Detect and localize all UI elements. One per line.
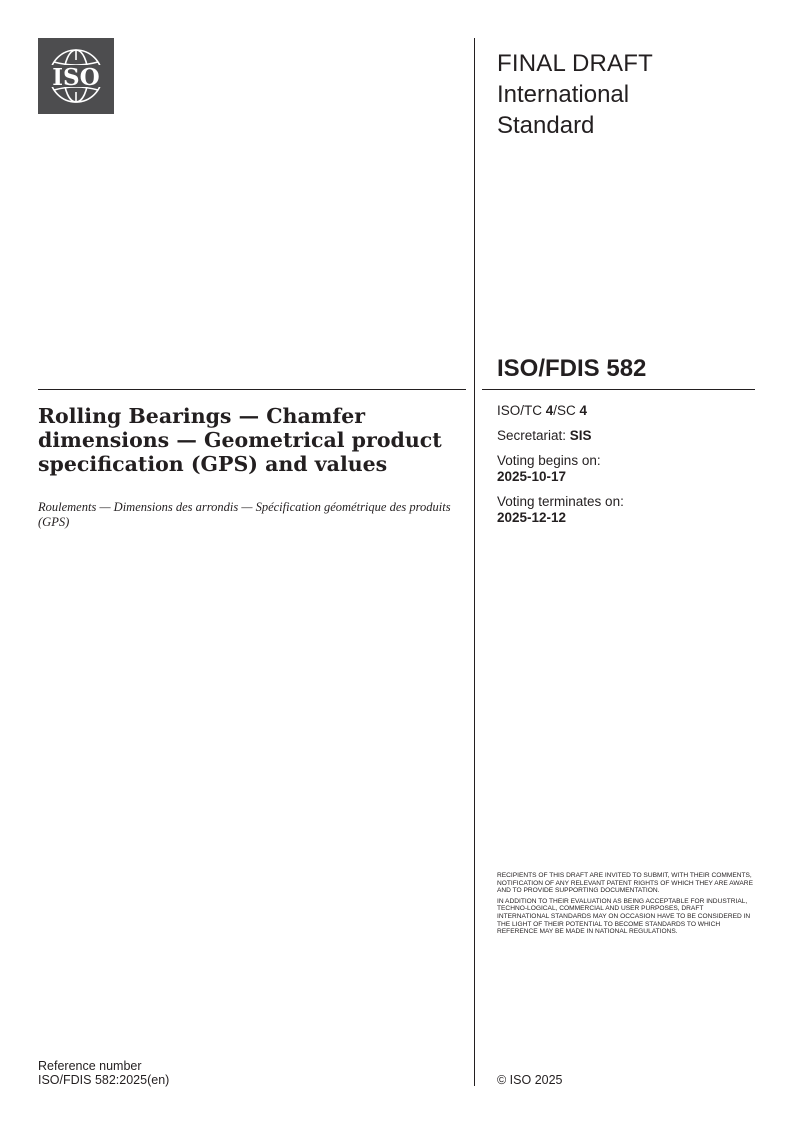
- reference-label: Reference number: [38, 1059, 142, 1073]
- left-rule: [38, 389, 466, 390]
- iso-globe-icon: [38, 38, 114, 114]
- iso-logo: [38, 38, 114, 114]
- voting-begins-date: 2025-10-17: [497, 469, 567, 484]
- reference-number: [38, 1059, 169, 1087]
- notice-paragraph-2: IN ADDITION TO THEIR EVALUATION AS BEING ACCEPTABLE FOR INDUSTRIAL, TECHNO-LOGICAL, COMMERCIAL AND USER PURPOSES, DRAFT INTERNATIONAL STANDARDS MAY ON OCCASION HAVE TO BE CONSIDERED IN THE LIGHT OF THEIR POTENTIAL TO BECOME STANDARDS TO WHICH REFERENCE MAY BE MADE IN NATIONAL REGULATIONS.: [497, 897, 751, 936]
- reference-value: ISO/FDIS 582:2025(en): [38, 1073, 170, 1087]
- document-metadata: [497, 403, 747, 535]
- right-rule: [482, 389, 755, 390]
- voting-begins-label: Voting begins on:: [497, 453, 601, 468]
- voting-terminates: [497, 494, 747, 526]
- stage-line-3: Standard: [497, 112, 595, 139]
- stage-line-1: FINAL DRAFT: [497, 50, 653, 77]
- vertical-divider: [474, 38, 475, 1086]
- copyright: © ISO 2025: [497, 1073, 563, 1087]
- title-english: Rolling Bearings — Chamfer dimensions — Geometrical product specification (GPS) and values: [38, 404, 442, 476]
- document-stage: [497, 48, 747, 141]
- voting-terminates-label: Voting terminates on:: [497, 494, 624, 509]
- committee: ISO/TC 4/SC 4: [497, 403, 588, 418]
- voting-begins: [497, 453, 747, 485]
- title-french: Roulements — Dimensions des arrondis — Spécification géométrique des produits (GPS): [38, 500, 451, 529]
- draft-notice: [497, 872, 757, 939]
- voting-terminates-date: 2025-12-12: [497, 510, 567, 525]
- iso-logo-text: ISO: [52, 64, 100, 91]
- secretariat: Secretariat: SIS: [497, 428, 592, 443]
- stage-line-2: International: [497, 81, 630, 108]
- document-number: ISO/FDIS 582: [497, 355, 647, 382]
- notice-paragraph-1: RECIPIENTS OF THIS DRAFT ARE INVITED TO SUBMIT, WITH THEIR COMMENTS, NOTIFICATION OF ANY RELEVANT PATENT RIGHTS OF WHICH THEY ARE AWARE AND TO PROVIDE SUPPORTING DOCUMENTATION.: [497, 872, 753, 895]
